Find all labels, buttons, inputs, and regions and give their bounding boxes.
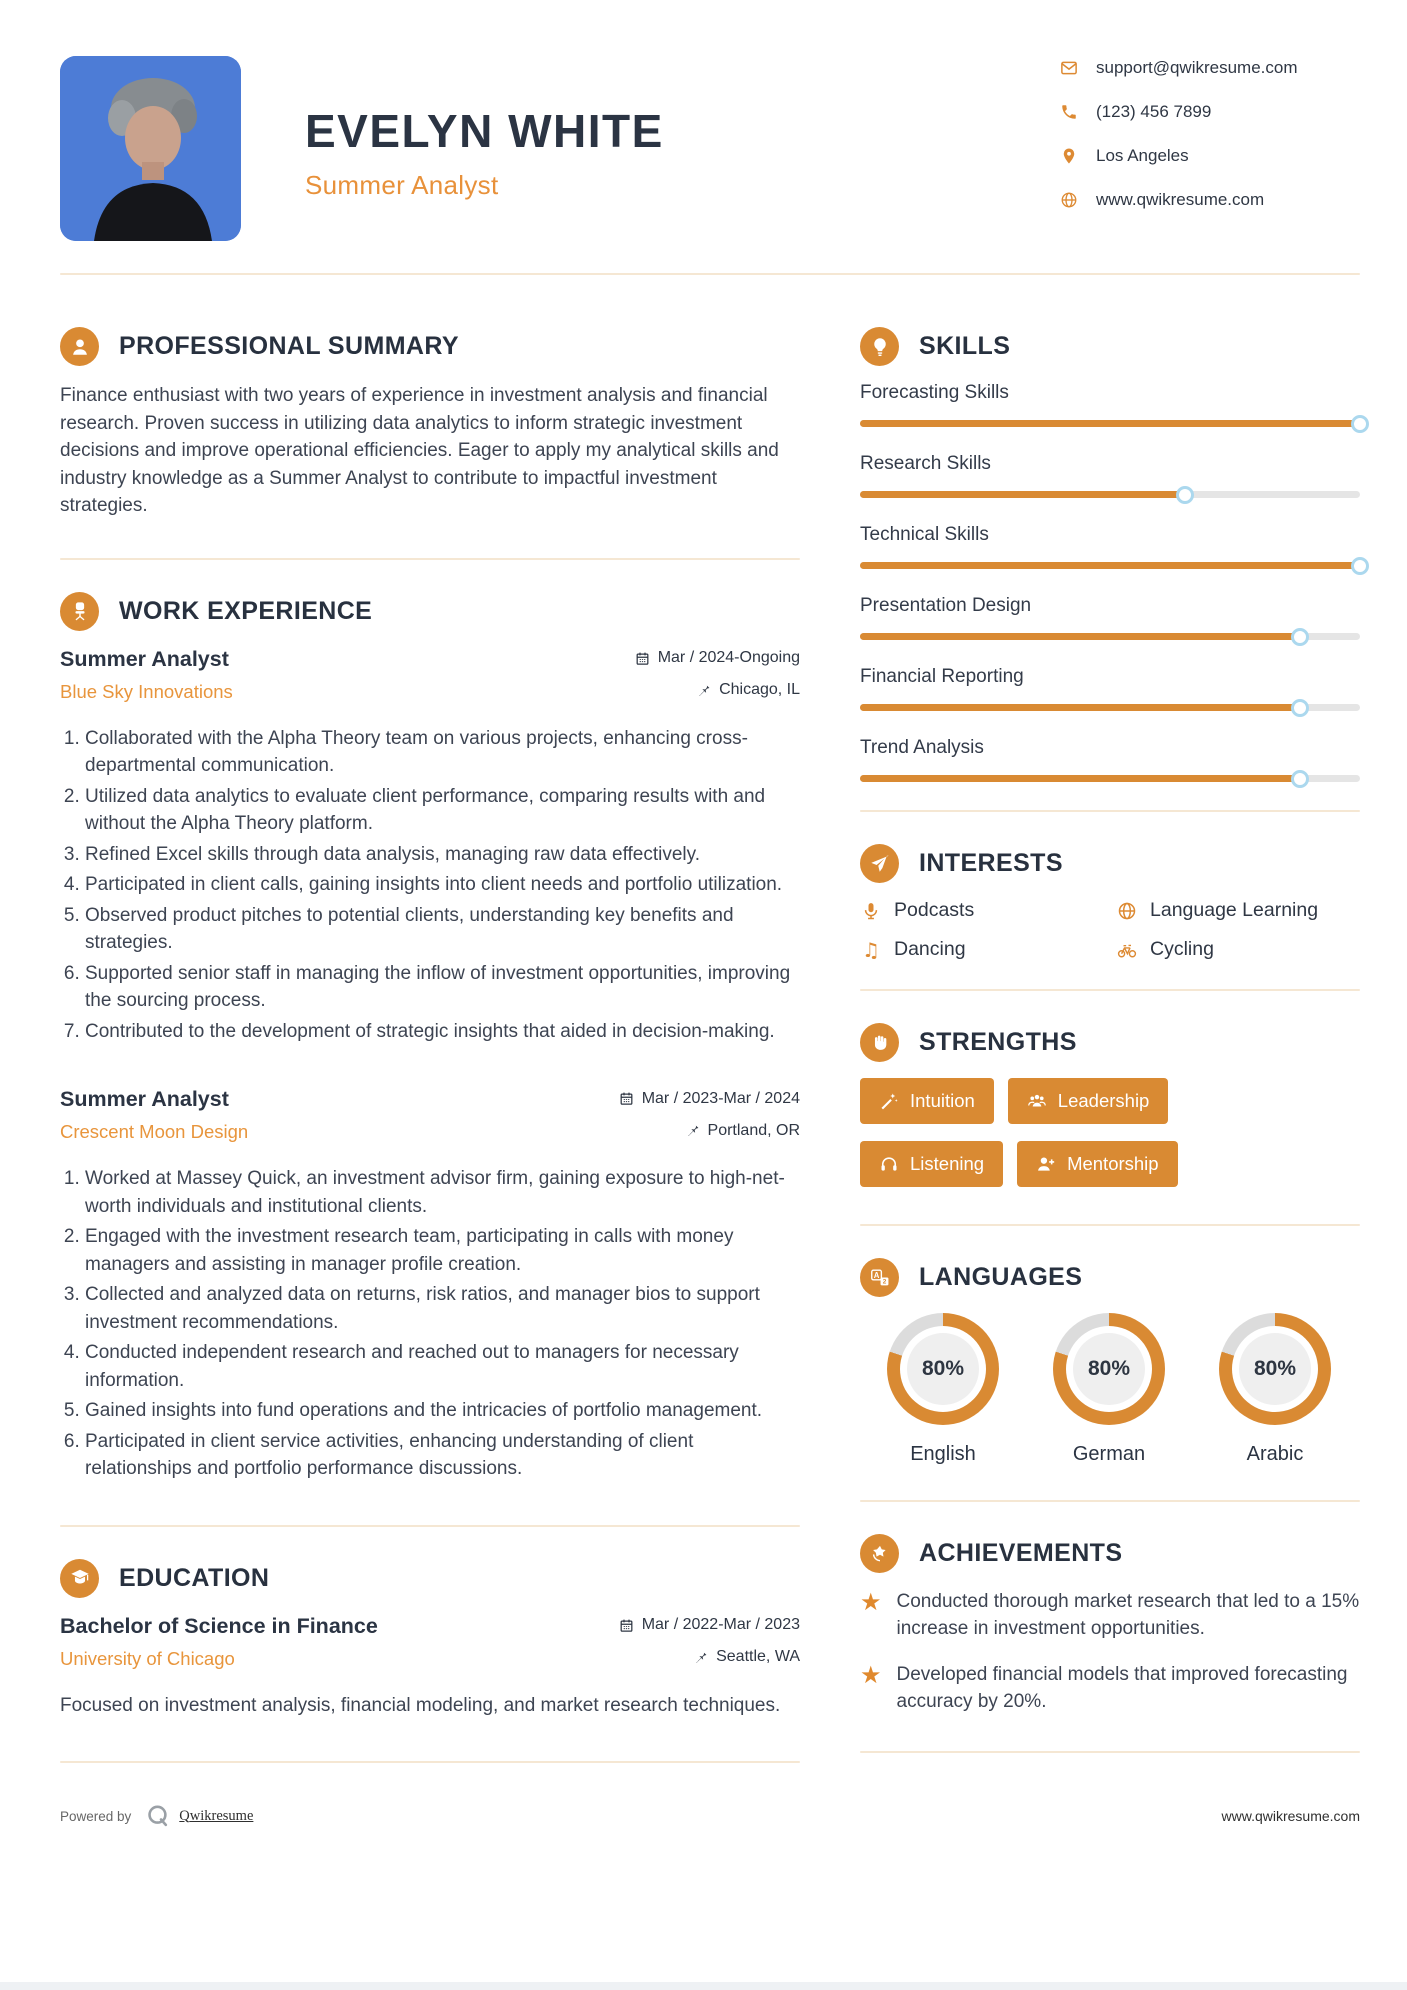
footer-website: www.qwikresume.com — [1221, 1808, 1360, 1824]
email-icon — [1060, 59, 1078, 77]
language-percent: 80% — [907, 1333, 979, 1405]
section-divider — [60, 558, 800, 560]
pushpin-icon — [696, 683, 711, 698]
job-bullet-list — [60, 725, 800, 1046]
skill-label: Financial Reporting — [860, 666, 1024, 687]
job-location-text: Chicago, IL — [719, 681, 800, 698]
language-item — [1026, 1313, 1192, 1466]
summary-section-head — [60, 327, 800, 366]
bicycle-icon — [1116, 939, 1138, 961]
magic-wand-icon — [879, 1091, 899, 1111]
strength-chip-leadership — [1008, 1078, 1169, 1124]
job-location — [685, 1122, 800, 1140]
page-bottom-strip — [0, 1982, 1407, 1990]
work-section-head — [60, 592, 800, 631]
strength-chip-listening — [860, 1141, 1003, 1187]
bullet-item: 4. Participated in client calls, gaining insights into client needs and portfolio utilization. — [85, 871, 800, 899]
star-icon: ★ — [860, 1661, 882, 1689]
interest-label: Language Learning — [1150, 899, 1319, 921]
job-title: Summer Analyst — [60, 1087, 229, 1111]
strength-chip-mentorship — [1017, 1141, 1178, 1187]
skill-slider-fill — [860, 491, 1185, 498]
strength-chips — [860, 1078, 1360, 1204]
section-divider — [860, 1224, 1360, 1226]
job-bullet-list — [60, 1165, 800, 1483]
job-company: Crescent Moon Design — [60, 1121, 249, 1142]
identity — [305, 56, 664, 201]
education-section-head — [60, 1559, 800, 1598]
section-divider — [860, 810, 1360, 812]
skill-slider — [860, 633, 1360, 640]
svg-text:2: 2 — [882, 1278, 886, 1286]
left-column — [60, 327, 800, 1763]
skills-heading: SKILLS — [919, 332, 1011, 360]
languages-list — [860, 1313, 1360, 1466]
skill-row — [860, 666, 1360, 711]
strength-label: Listening — [910, 1153, 985, 1174]
job-location — [696, 681, 800, 699]
section-divider — [860, 989, 1360, 991]
svg-text:A: A — [873, 1270, 879, 1280]
translate-icon — [860, 1258, 899, 1297]
pushpin-icon — [693, 1650, 708, 1665]
job-dates-text: Mar / 2024-Ongoing — [657, 649, 800, 666]
calendar-icon — [619, 1618, 634, 1633]
job-dates — [635, 649, 800, 667]
skill-slider-fill — [860, 633, 1300, 640]
slider-handle — [1291, 770, 1309, 788]
profile-photo-illustration — [60, 56, 241, 241]
interest-item — [860, 899, 1116, 922]
languages-heading: LANGUAGES — [919, 1263, 1083, 1291]
globe-icon — [1060, 191, 1078, 209]
languages-section-head — [860, 1258, 1360, 1297]
strength-label: Leadership — [1057, 1090, 1150, 1111]
education-location — [693, 1648, 800, 1666]
achievement-text: Conducted thorough market research that led to a 15% increase in investment opportunities. — [896, 1591, 1360, 1639]
calendar-icon — [635, 651, 650, 666]
interests-heading: INTERESTS — [919, 849, 1063, 877]
school-row — [60, 1639, 800, 1670]
achievement-item — [860, 1662, 1360, 1715]
slider-handle — [1291, 699, 1309, 717]
job-location-text: Portland, OR — [707, 1121, 800, 1139]
globe-icon — [1116, 900, 1138, 922]
job-title: Summer Analyst — [60, 646, 229, 671]
skill-row — [860, 737, 1360, 782]
skill-slider — [860, 704, 1360, 711]
interest-item — [1116, 899, 1360, 922]
work-heading: WORK EXPERIENCE — [119, 596, 373, 625]
paper-plane-icon — [860, 844, 899, 883]
header — [60, 56, 1360, 241]
bullet-item: 1. Collaborated with the Alpha Theory team on various projects, enhancing cross-departmental communication. — [85, 725, 800, 780]
achievement-item — [860, 1589, 1360, 1642]
graduation-cap-icon — [60, 1559, 99, 1598]
education-description: Focused on investment analysis, financial modeling, and market research techniques. — [60, 1694, 781, 1716]
language-item — [860, 1313, 1026, 1466]
skill-slider-fill — [860, 775, 1300, 782]
person-icon — [60, 327, 99, 366]
language-progress-ring — [887, 1313, 999, 1425]
education-dates-text: Mar / 2022-Mar / 2023 — [641, 1616, 800, 1633]
interest-item — [1116, 938, 1360, 961]
interest-label: Cycling — [1150, 938, 1214, 960]
summary-heading: PROFESSIONAL SUMMARY — [119, 332, 459, 360]
job-company: Blue Sky Innovations — [60, 680, 233, 702]
achievements-heading: ACHIEVEMENTS — [919, 1539, 1123, 1567]
contact-location-row — [1060, 146, 1360, 166]
group-icon — [1027, 1091, 1047, 1111]
contact-phone-row — [1060, 102, 1360, 122]
contact-email: support@qwikresume.com — [1096, 58, 1298, 77]
section-divider — [860, 1500, 1360, 1502]
contact-website: www.qwikresume.com — [1096, 190, 1265, 209]
skill-row — [860, 453, 1360, 498]
interest-label: Dancing — [894, 938, 966, 960]
powered-by-label: Powered by — [60, 1808, 132, 1824]
fist-icon — [860, 1023, 899, 1062]
skill-label: Technical Skills — [860, 524, 989, 545]
degree-title: Bachelor of Science in Finance — [60, 1613, 378, 1638]
language-item — [1192, 1313, 1358, 1466]
summary-text: Finance enthusiast with two years of experience in investment analysis and financial research. Proven success in utilizing data analytics to inform strategic investment decisions and improve operational efficiencies. Eager to apply my analytical skills and industry knowledge as a Summer Analyst to contribute to impactful investment strategies. — [60, 385, 779, 516]
bullet-item: 2. Engaged with the investment research team, participating in calls with money managers and assisting in manager profile creation. — [85, 1223, 800, 1278]
education-location-text: Seattle, WA — [716, 1648, 800, 1665]
strength-label: Intuition — [910, 1090, 975, 1111]
language-label: English — [910, 1443, 976, 1465]
person-name: EVELYN WHITE — [305, 105, 664, 157]
job-title-row — [60, 1087, 800, 1112]
slider-handle — [1351, 415, 1369, 433]
contact-block — [1060, 56, 1360, 234]
lightbulb-icon — [860, 327, 899, 366]
language-label: German — [1072, 1443, 1146, 1465]
skill-slider — [860, 420, 1360, 427]
content-columns — [60, 327, 1360, 1763]
slider-handle — [1291, 628, 1309, 646]
education-dates — [619, 1616, 800, 1634]
job-dates-text: Mar / 2023-Mar / 2024 — [641, 1089, 800, 1107]
language-label: Arabic — [1246, 1443, 1304, 1465]
job-title-row — [60, 647, 800, 672]
bullet-item: 5. Gained insights into fund operations and the intricacies of portfolio management. — [85, 1397, 800, 1425]
job-company-row — [60, 672, 800, 703]
school-name: University of Chicago — [60, 1647, 235, 1669]
language-progress-ring — [1053, 1313, 1165, 1425]
achievement-text: Developed financial models that improved forecasting accuracy by 20%. — [896, 1664, 1348, 1712]
language-percent: 80% — [1239, 1333, 1311, 1405]
skill-row — [860, 524, 1360, 569]
bullet-item: 2. Utilized data analytics to evaluate client performance, comparing results with and without the Alpha Theory platform. — [85, 783, 800, 838]
degree-row — [60, 1614, 800, 1639]
strength-label: Mentorship — [1067, 1153, 1159, 1174]
profile-photo — [60, 56, 241, 241]
section-divider — [860, 1751, 1360, 1753]
medal-icon — [860, 1534, 899, 1573]
star-icon: ★ — [860, 1588, 882, 1616]
section-divider — [60, 1525, 800, 1527]
contact-location: Los Angeles — [1096, 146, 1189, 165]
skill-slider-fill — [860, 562, 1360, 569]
pushpin-icon — [685, 1123, 700, 1138]
slider-handle — [1351, 557, 1369, 575]
interests-section-head — [860, 844, 1360, 883]
bullet-item: 5. Observed product pitches to potential clients, understanding key benefits and strategies. — [85, 902, 800, 957]
skill-label: Trend Analysis — [860, 737, 984, 758]
music-note-icon: ♫ — [862, 937, 880, 962]
skill-row — [860, 595, 1360, 640]
language-percent: 80% — [1073, 1333, 1145, 1405]
calendar-icon — [619, 1091, 634, 1106]
contact-phone: (123) 456 7899 — [1096, 102, 1212, 121]
bullet-item: 6. Supported senior staff in managing the inflow of investment opportunities, improving the sourcing process. — [85, 960, 800, 1015]
office-chair-icon — [60, 592, 99, 631]
skill-label: Forecasting Skills — [860, 382, 1009, 403]
bullet-item: 3. Collected and analyzed data on returns, risk ratios, and manager bios to support investment recommendations. — [85, 1281, 800, 1336]
location-pin-icon — [1060, 147, 1078, 165]
qwikresume-logo — [145, 1803, 171, 1829]
section-divider — [60, 1761, 800, 1763]
headphones-icon — [879, 1154, 899, 1174]
qwikresume-link[interactable]: Qwikresume — [179, 1807, 254, 1824]
skill-slider — [860, 775, 1360, 782]
strengths-heading: STRENGTHS — [919, 1028, 1077, 1056]
job-entry — [60, 1087, 800, 1483]
contact-website-row — [1060, 190, 1360, 210]
bullet-item: 3. Refined Excel skills through data analysis, managing raw data effectively. — [85, 841, 800, 869]
right-column — [860, 327, 1360, 1763]
skill-label: Research Skills — [860, 453, 991, 474]
job-company-row — [60, 1112, 800, 1143]
microphone-icon — [860, 900, 882, 922]
language-progress-ring — [1219, 1313, 1331, 1425]
skill-row — [860, 382, 1360, 427]
achievements-section-head — [860, 1534, 1360, 1573]
bullet-item: 1. Worked at Massey Quick, an investment advisor firm, gaining exposure to high-net-worth individuals and institutional clients. — [85, 1165, 800, 1220]
slider-handle — [1176, 486, 1194, 504]
contact-email-row — [1060, 58, 1360, 78]
strengths-section-head — [860, 1023, 1360, 1062]
skill-slider-fill — [860, 704, 1300, 711]
skill-slider — [860, 562, 1360, 569]
phone-icon — [1060, 103, 1078, 121]
bullet-item: 7. Contributed to the development of strategic insights that aided in decision-making. — [85, 1018, 800, 1046]
bullet-item: 4. Conducted independent research and reached out to managers for necessary information. — [85, 1339, 800, 1394]
skill-slider-fill — [860, 420, 1360, 427]
bullet-item: 6. Participated in client service activities, enhancing understanding of client relationships and portfolio performance discussions. — [85, 1428, 800, 1483]
skill-label: Presentation Design — [860, 595, 1032, 616]
interest-label: Podcasts — [894, 899, 975, 921]
interest-item — [860, 938, 1116, 961]
job-entry — [60, 647, 800, 1046]
job-dates — [619, 1090, 800, 1108]
skills-section-head — [860, 327, 1360, 366]
skill-slider — [860, 491, 1360, 498]
person-job-title: Summer Analyst — [305, 170, 499, 200]
interests-grid — [860, 899, 1360, 961]
education-heading: EDUCATION — [119, 1563, 270, 1592]
footer — [60, 1803, 1360, 1829]
strength-chip-intuition — [860, 1078, 994, 1124]
header-divider — [60, 273, 1360, 275]
education-entry — [60, 1614, 800, 1720]
person-plus-icon — [1036, 1154, 1056, 1174]
